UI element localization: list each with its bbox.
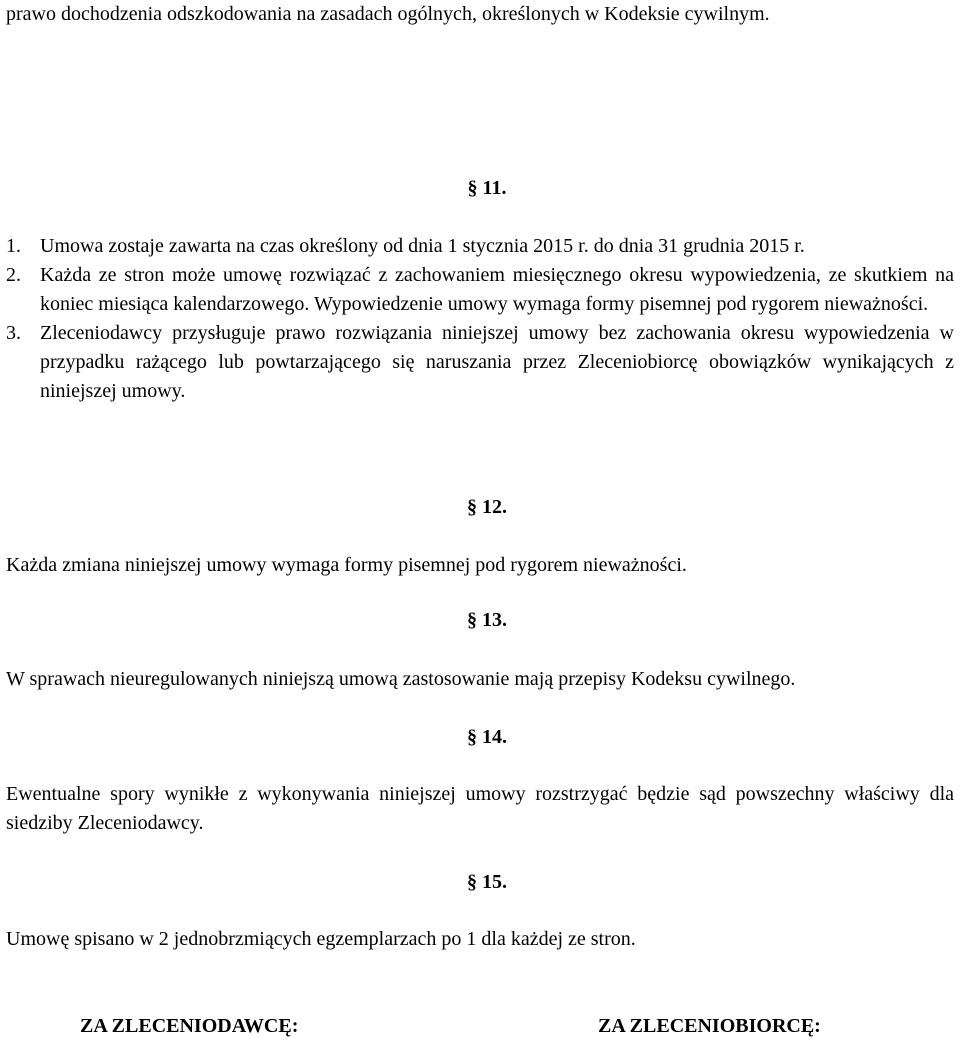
section-14-text: Ewentualne spory wynikłe z wykonywania niniejszej umowy rozstrzygać będzie sąd powszechny właściwy dla siedziby Zleceniodawcy.: [6, 783, 954, 834]
section-11-list: [6, 232, 954, 406]
section-15-text: Umowę spisano w 2 jednobrzmiących egzemplarzach po 1 dla każdej ze stron.: [6, 928, 636, 950]
section-12-paragraph: [6, 551, 954, 580]
section-13-text: W sprawach nieuregulowanych niniejszą umową zastosowanie mają przepisy Kodeksu cywilnego.: [6, 668, 796, 690]
section-heading-11: § 11.: [467, 177, 507, 199]
list-item: [6, 232, 954, 261]
list-item-number: 1.: [6, 235, 21, 257]
list-item: [6, 261, 954, 319]
list-item: [6, 319, 954, 406]
signature-right-label: ZA ZLECENIOBIORCĘ:: [598, 1015, 821, 1037]
section-heading-15: § 15.: [467, 871, 507, 893]
list-item-text: Zleceniodawcy przysługuje prawo rozwiązania niniejszej umowy bez zachowania okresu wypowiedzenia w przypadku rażącego lub powtarzającego się naruszania przez Zleceniobiorcę obowiązków wynikających z niniejszej umowy.: [40, 322, 954, 402]
list-item-text: Umowa zostaje zawarta na czas określony od dnia 1 stycznia 2015 r. do dnia 31 grudnia 2015 r.: [40, 235, 805, 257]
section-14-paragraph: [6, 780, 954, 838]
section-heading-13: § 13.: [467, 609, 507, 631]
list-item-number: 2.: [6, 264, 21, 286]
list-item-number: 3.: [6, 322, 21, 344]
section-15-paragraph: [6, 925, 954, 954]
signature-left-label: ZA ZLECENIODAWCĘ:: [80, 1015, 299, 1037]
intro-paragraph: [6, 0, 954, 29]
list-item-text: Każda ze stron może umowę rozwiązać z zachowaniem miesięcznego okresu wypowiedzenia, ze skutkiem na koniec miesiąca kalendarzowego. Wypowiedzenie umowy wymaga formy pisemnej pod rygorem nieważności.: [40, 264, 954, 315]
section-13-paragraph: [6, 665, 954, 694]
section-heading-12: § 12.: [467, 496, 507, 518]
intro-text: prawo dochodzenia odszkodowania na zasadach ogólnych, określonych w Kodeksie cywilnym.: [6, 3, 770, 25]
section-heading-14: § 14.: [467, 726, 507, 748]
section-12-text: Każda zmiana niniejszej umowy wymaga formy pisemnej pod rygorem nieważności.: [6, 554, 687, 576]
